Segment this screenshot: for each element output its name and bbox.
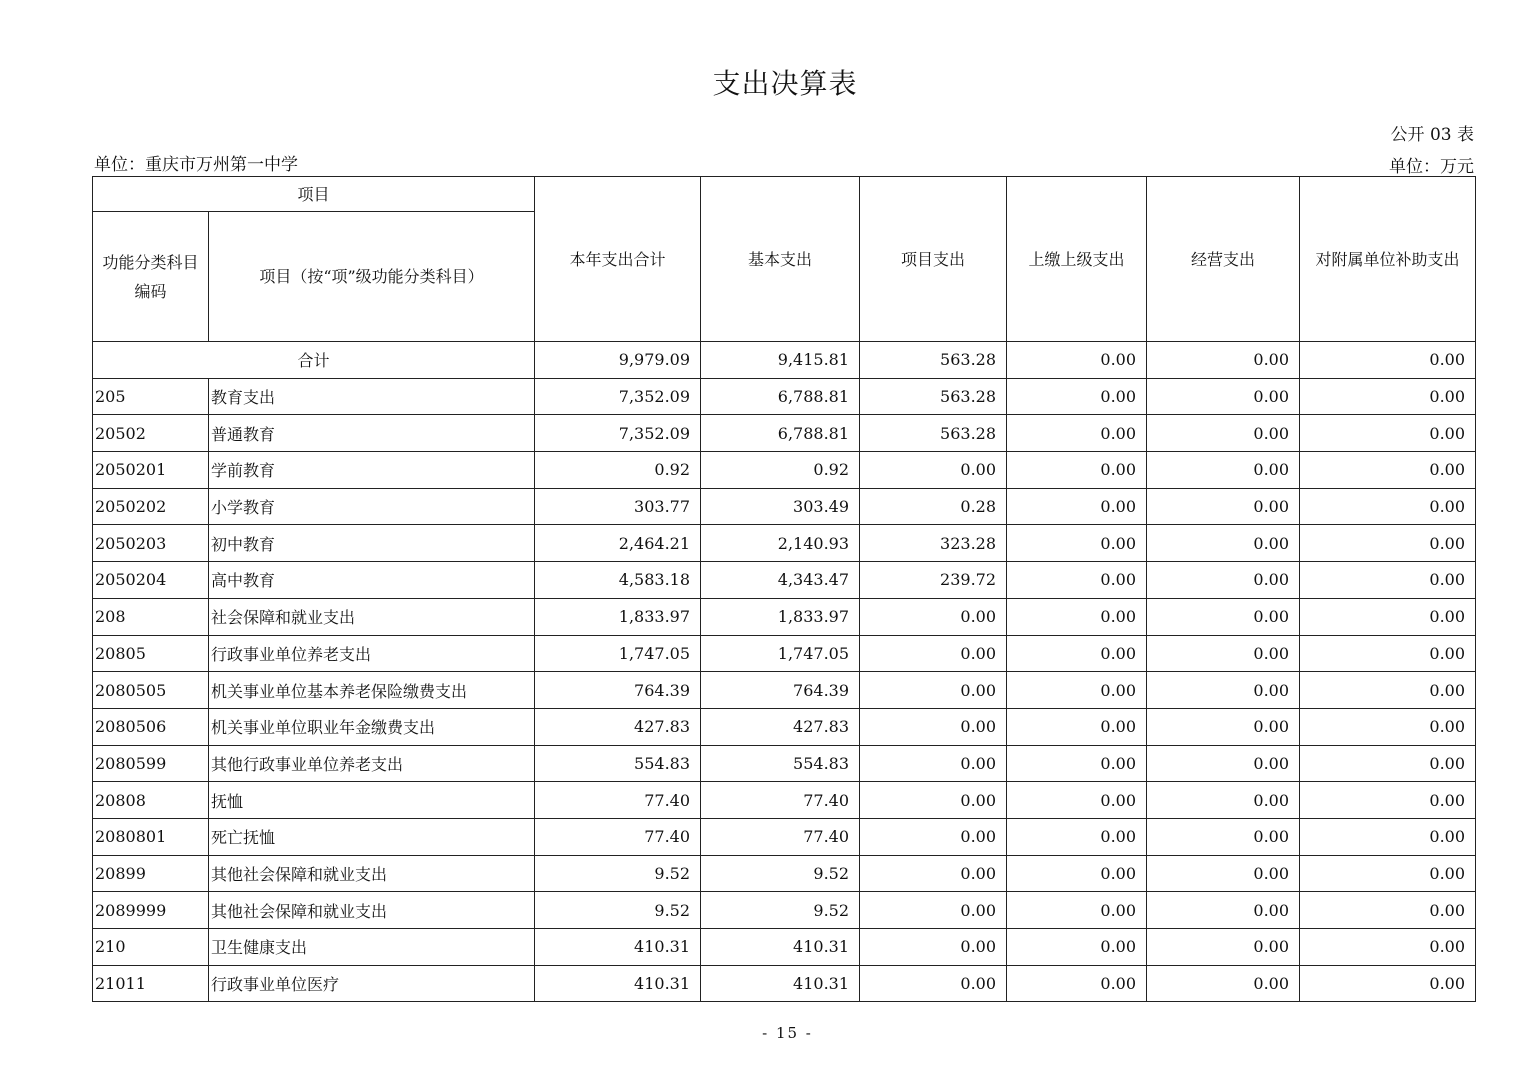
row-basic: 9.52 (701, 855, 860, 892)
row-total: 77.40 (535, 782, 701, 819)
row-project-expenditure: 0.00 (860, 965, 1007, 1002)
row-basic: 554.83 (701, 745, 860, 782)
row-business: 0.00 (1147, 782, 1300, 819)
row-project-expenditure: 0.00 (860, 745, 1007, 782)
header-project-expenditure: 项目支出 (860, 177, 1007, 342)
row-total: 1,833.97 (535, 598, 701, 635)
row-total: 9.52 (535, 892, 701, 929)
row-project-expenditure: 239.72 (860, 562, 1007, 599)
row-code: 20805 (93, 635, 209, 672)
row-code: 2080506 (93, 708, 209, 745)
row-business: 0.00 (1147, 672, 1300, 709)
header-upper-level: 上缴上级支出 (1007, 177, 1147, 342)
row-project-expenditure: 323.28 (860, 525, 1007, 562)
total-basic: 9,415.81 (701, 342, 860, 379)
row-basic: 6,788.81 (701, 415, 860, 452)
row-name: 普通教育 (209, 415, 535, 452)
total-amount: 9,979.09 (535, 342, 701, 379)
row-business: 0.00 (1147, 598, 1300, 635)
row-project-expenditure: 563.28 (860, 378, 1007, 415)
row-upper-level: 0.00 (1007, 929, 1147, 966)
row-code: 20808 (93, 782, 209, 819)
row-subsidy: 0.00 (1300, 745, 1476, 782)
header-basic: 基本支出 (701, 177, 860, 342)
row-business: 0.00 (1147, 378, 1300, 415)
table-row (93, 965, 1476, 1002)
row-basic: 410.31 (701, 965, 860, 1002)
row-upper-level: 0.00 (1007, 378, 1147, 415)
row-business: 0.00 (1147, 892, 1300, 929)
row-upper-level: 0.00 (1007, 562, 1147, 599)
row-subsidy: 0.00 (1300, 525, 1476, 562)
row-name: 卫生健康支出 (209, 929, 535, 966)
row-subsidy: 0.00 (1300, 635, 1476, 672)
row-basic: 77.40 (701, 782, 860, 819)
row-basic: 764.39 (701, 672, 860, 709)
row-name: 机关事业单位基本养老保险缴费支出 (209, 672, 535, 709)
row-name: 行政事业单位医疗 (209, 965, 535, 1002)
row-upper-level: 0.00 (1007, 782, 1147, 819)
row-project-expenditure: 0.00 (860, 782, 1007, 819)
row-name: 其他社会保障和就业支出 (209, 892, 535, 929)
row-subsidy: 0.00 (1300, 965, 1476, 1002)
row-subsidy: 0.00 (1300, 892, 1476, 929)
row-basic: 0.92 (701, 452, 860, 489)
row-upper-level: 0.00 (1007, 892, 1147, 929)
total-upper-level: 0.00 (1007, 342, 1147, 379)
row-subsidy: 0.00 (1300, 488, 1476, 525)
row-upper-level: 0.00 (1007, 965, 1147, 1002)
header-total: 本年支出合计 (535, 177, 701, 342)
row-subsidy: 0.00 (1300, 598, 1476, 635)
total-row (93, 342, 1476, 379)
row-subsidy: 0.00 (1300, 929, 1476, 966)
row-total: 410.31 (535, 965, 701, 1002)
row-code: 2080505 (93, 672, 209, 709)
row-business: 0.00 (1147, 929, 1300, 966)
row-total: 4,583.18 (535, 562, 701, 599)
table-row (93, 782, 1476, 819)
row-name: 死亡抚恤 (209, 818, 535, 855)
row-subsidy: 0.00 (1300, 672, 1476, 709)
row-project-expenditure: 0.00 (860, 892, 1007, 929)
table-row (93, 635, 1476, 672)
row-total: 7,352.09 (535, 378, 701, 415)
row-business: 0.00 (1147, 452, 1300, 489)
unit-organization: 单位：重庆市万州第一中学 (94, 155, 298, 175)
row-business: 0.00 (1147, 855, 1300, 892)
row-project-expenditure: 0.00 (860, 855, 1007, 892)
row-upper-level: 0.00 (1007, 415, 1147, 452)
row-subsidy: 0.00 (1300, 452, 1476, 489)
row-total: 77.40 (535, 818, 701, 855)
row-subsidy: 0.00 (1300, 818, 1476, 855)
row-upper-level: 0.00 (1007, 708, 1147, 745)
row-basic: 410.31 (701, 929, 860, 966)
row-project-expenditure: 0.00 (860, 452, 1007, 489)
table-row (93, 672, 1476, 709)
table-row (93, 562, 1476, 599)
table-row (93, 708, 1476, 745)
row-business: 0.00 (1147, 525, 1300, 562)
row-name: 机关事业单位职业年金缴费支出 (209, 708, 535, 745)
row-basic: 2,140.93 (701, 525, 860, 562)
total-project-expenditure: 563.28 (860, 342, 1007, 379)
row-name: 其他行政事业单位养老支出 (209, 745, 535, 782)
row-code: 2050201 (93, 452, 209, 489)
table-row (93, 415, 1476, 452)
expenditure-table (92, 176, 1476, 1002)
row-business: 0.00 (1147, 708, 1300, 745)
row-name: 教育支出 (209, 378, 535, 415)
table-row (93, 892, 1476, 929)
table-row (93, 488, 1476, 525)
row-total: 9.52 (535, 855, 701, 892)
row-basic: 4,343.47 (701, 562, 860, 599)
table-row (93, 378, 1476, 415)
row-project-expenditure: 0.00 (860, 929, 1007, 966)
row-project-expenditure: 0.00 (860, 708, 1007, 745)
row-basic: 1,747.05 (701, 635, 860, 672)
row-upper-level: 0.00 (1007, 452, 1147, 489)
header-name: 项目（按“项”级功能分类科目） (209, 212, 535, 342)
row-basic: 303.49 (701, 488, 860, 525)
row-basic: 427.83 (701, 708, 860, 745)
row-name: 社会保障和就业支出 (209, 598, 535, 635)
row-business: 0.00 (1147, 745, 1300, 782)
row-upper-level: 0.00 (1007, 635, 1147, 672)
row-upper-level: 0.00 (1007, 855, 1147, 892)
row-code: 20502 (93, 415, 209, 452)
row-code: 2050203 (93, 525, 209, 562)
row-project-expenditure: 0.00 (860, 635, 1007, 672)
page-number: - 15 - (762, 1024, 813, 1042)
row-name: 小学教育 (209, 488, 535, 525)
row-business: 0.00 (1147, 965, 1300, 1002)
table-row (93, 929, 1476, 966)
header-project: 项目 (93, 177, 535, 212)
row-code: 2089999 (93, 892, 209, 929)
row-project-expenditure: 0.00 (860, 672, 1007, 709)
row-name: 抚恤 (209, 782, 535, 819)
table-row (93, 818, 1476, 855)
row-code: 21011 (93, 965, 209, 1002)
row-total: 427.83 (535, 708, 701, 745)
row-subsidy: 0.00 (1300, 378, 1476, 415)
table-row (93, 452, 1476, 489)
header-code: 功能分类科目编码 (93, 212, 209, 342)
row-code: 2050202 (93, 488, 209, 525)
row-basic: 1,833.97 (701, 598, 860, 635)
row-upper-level: 0.00 (1007, 598, 1147, 635)
row-total: 7,352.09 (535, 415, 701, 452)
row-code: 210 (93, 929, 209, 966)
row-name: 高中教育 (209, 562, 535, 599)
row-total: 554.83 (535, 745, 701, 782)
row-total: 303.77 (535, 488, 701, 525)
table-row (93, 855, 1476, 892)
row-code: 20899 (93, 855, 209, 892)
row-business: 0.00 (1147, 635, 1300, 672)
row-name: 其他社会保障和就业支出 (209, 855, 535, 892)
row-code: 205 (93, 378, 209, 415)
row-business: 0.00 (1147, 562, 1300, 599)
table-row (93, 745, 1476, 782)
row-basic: 6,788.81 (701, 378, 860, 415)
row-project-expenditure: 0.28 (860, 488, 1007, 525)
row-upper-level: 0.00 (1007, 525, 1147, 562)
table-row (93, 525, 1476, 562)
total-business: 0.00 (1147, 342, 1300, 379)
row-name: 行政事业单位养老支出 (209, 635, 535, 672)
row-total: 764.39 (535, 672, 701, 709)
row-code: 2080599 (93, 745, 209, 782)
row-basic: 9.52 (701, 892, 860, 929)
header-subsidy: 对附属单位补助支出 (1300, 177, 1476, 342)
row-business: 0.00 (1147, 415, 1300, 452)
row-name: 学前教育 (209, 452, 535, 489)
page-title: 支出决算表 (712, 67, 858, 100)
row-subsidy: 0.00 (1300, 415, 1476, 452)
row-business: 0.00 (1147, 488, 1300, 525)
total-subsidy: 0.00 (1300, 342, 1476, 379)
row-total: 0.92 (535, 452, 701, 489)
row-project-expenditure: 0.00 (860, 598, 1007, 635)
row-upper-level: 0.00 (1007, 818, 1147, 855)
row-subsidy: 0.00 (1300, 855, 1476, 892)
row-subsidy: 0.00 (1300, 782, 1476, 819)
row-project-expenditure: 0.00 (860, 818, 1007, 855)
row-business: 0.00 (1147, 818, 1300, 855)
row-code: 208 (93, 598, 209, 635)
row-upper-level: 0.00 (1007, 488, 1147, 525)
unit-currency: 单位：万元 (1389, 157, 1474, 177)
row-code: 2080801 (93, 818, 209, 855)
row-subsidy: 0.00 (1300, 708, 1476, 745)
row-total: 2,464.21 (535, 525, 701, 562)
total-label: 合计 (93, 342, 535, 379)
row-upper-level: 0.00 (1007, 745, 1147, 782)
row-total: 1,747.05 (535, 635, 701, 672)
row-subsidy: 0.00 (1300, 562, 1476, 599)
header-business: 经营支出 (1147, 177, 1300, 342)
row-code: 2050204 (93, 562, 209, 599)
row-project-expenditure: 563.28 (860, 415, 1007, 452)
row-name: 初中教育 (209, 525, 535, 562)
form-number: 公开 03 表 (1390, 125, 1474, 145)
row-total: 410.31 (535, 929, 701, 966)
table-row (93, 598, 1476, 635)
row-basic: 77.40 (701, 818, 860, 855)
row-upper-level: 0.00 (1007, 672, 1147, 709)
